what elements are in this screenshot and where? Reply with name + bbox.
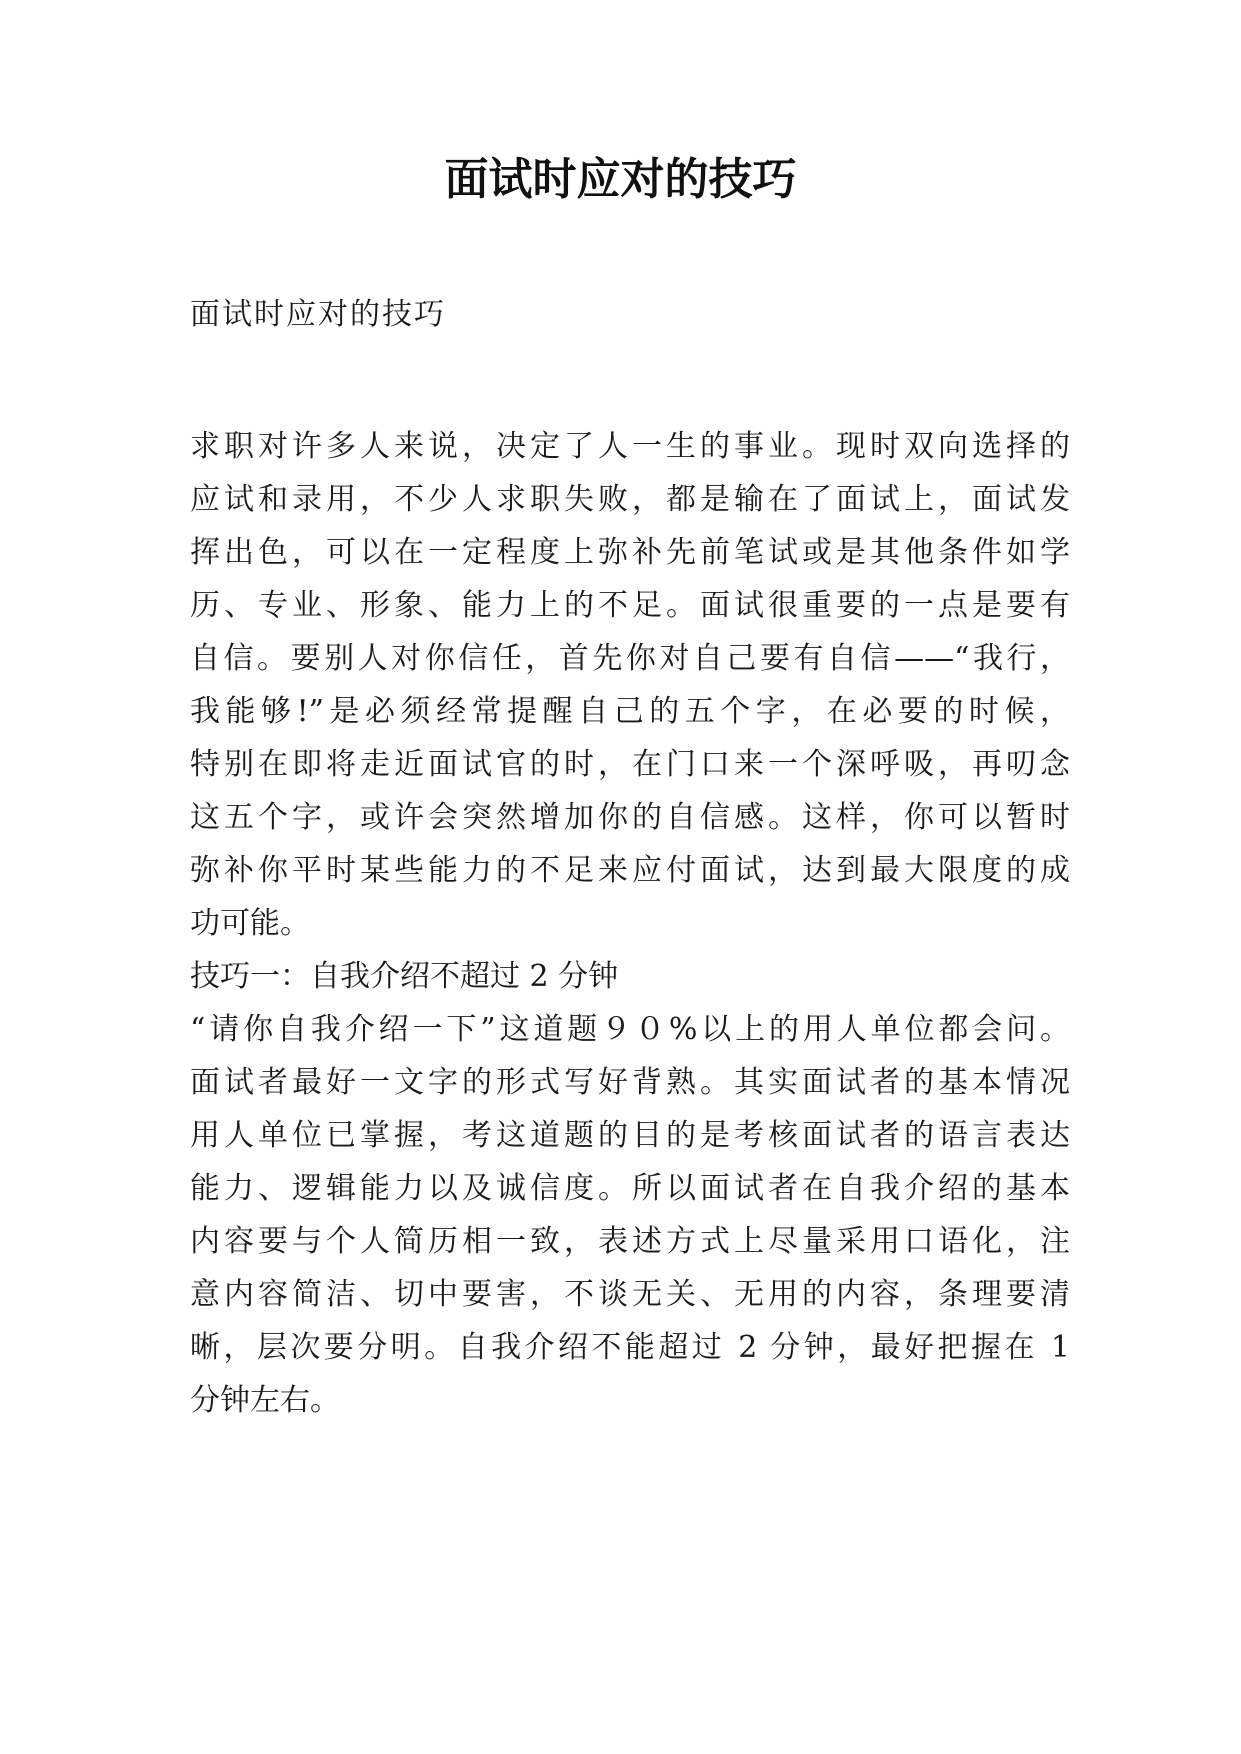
body-text-line: 能力、逻辑能力以及诚信度。所以面试者在自我介绍的基本	[190, 1171, 1070, 1206]
body-text-line: 内容要与个人简历相一致，表述方式上尽量采用口语化，注	[190, 1224, 1070, 1259]
body-text-line: 分钟左右。	[190, 1383, 340, 1418]
body-text-line: 功可能。	[190, 906, 310, 941]
body-text-line: 弥补你平时某些能力的不足来应付面试，达到最大限度的成	[190, 853, 1070, 888]
body-text-line: 求职对许多人来说，决定了人一生的事业。现时双向选择的	[190, 429, 1070, 464]
body-text-line: 挥出色，可以在一定程度上弥补先前笔试或是其他条件如学	[190, 535, 1070, 570]
body-text-line: 意内容简洁、切中要害，不谈无关、无用的内容，条理要清	[190, 1277, 1070, 1312]
document-subtitle: 面试时应对的技巧	[190, 297, 446, 332]
document-title: 面试时应对的技巧	[444, 154, 797, 205]
body-text-line: 用人单位已掌握，考这道题的目的是考核面试者的语言表达	[190, 1118, 1070, 1153]
body-text-line: 特别在即将走近面试官的时，在门口来一个深呼吸，再叨念	[190, 747, 1070, 782]
body-text-line: 面试者最好一文字的形式写好背熟。其实面试者的基本情况	[190, 1065, 1070, 1100]
body-text-line: 我能够!”是必须经常提醒自己的五个字，在必要的时候，	[190, 694, 1070, 729]
body-text-line: 历、专业、形象、能力上的不足。面试很重要的一点是要有	[190, 588, 1070, 623]
body-text-line: 技巧一：自我介绍不超过 2 分钟	[190, 959, 619, 994]
body-text-line: “请你自我介绍一下”这道题９０%以上的用人单位都会问。	[190, 1012, 1070, 1047]
body-text-line: 自信。要别人对你信任，首先你对自己要有自信——“我行，	[190, 641, 1070, 676]
body-text-line: 这五个字，或许会突然增加你的自信感。这样，你可以暂时	[190, 800, 1070, 835]
body-text-line: 应试和录用，不少人求职失败，都是输在了面试上，面试发	[190, 482, 1070, 517]
body-text-line: 晰，层次要分明。自我介绍不能超过 2 分钟，最好把握在 1	[190, 1330, 1070, 1365]
